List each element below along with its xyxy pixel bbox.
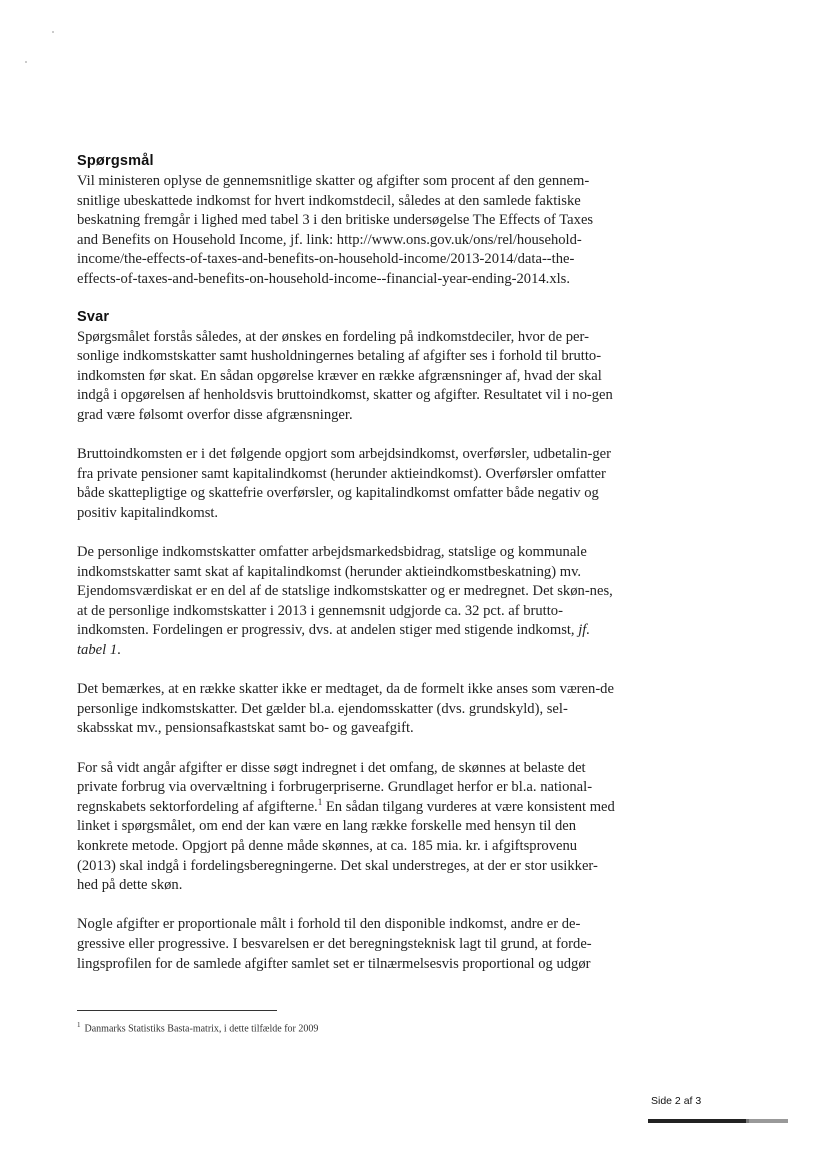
document-barcode (648, 1119, 788, 1123)
table-reference: jf. tabel 1 (77, 622, 590, 659)
paragraph-5-text-b: En sådan tilgang vurderes at være konsistent med linket i spørgsmålet, om end der kan være en lang række forskelle med hensyn til den konkrete metode. Opgjort på denne måde skønnes, at ca. 185 mia. kr. i afgiftsprovenu (2013) skal indgå i fordelingsberegningerne. Det skal understreges, at der er stor usikker-hed på dette skøn. (77, 798, 615, 894)
question-text: Vil ministeren oplyse de gennemsnitlige skatter og afgifter som procent af den gennem-snitlige ubeskattede indkomst for hvert indkomstdecil, således at den samlede faktiske beskatning fremgår i lighed med tabel 3 i den britiske undersøgelse The Effects of Taxes and Benefits on Household Income, jf. link: http://www.ons.gov.uk/ons/rel/household-income/the-effects-of-taxes-and-benefits-on-household-income/2013-2014/data--the-effects-of-taxes-and-benefits-on-household-income--financial-year-ending-2014.xls. (77, 173, 594, 287)
answer-paragraph-3 (77, 543, 617, 661)
paragraph-5-text-a: For så vidt angår afgifter er disse søgt indregnet i det omfang, de skønnes at belaste det private forbrug via overvæltning i forbrugerpriserne. Grundlaget herfor er bl.a. national-regnskabets sektorfordeling af afgifterne. (77, 759, 593, 815)
scan-speck (52, 31, 54, 33)
footnote (77, 1021, 318, 1034)
answer-heading: Svar (77, 308, 110, 325)
answer-paragraph-6: Nogle afgifter er proportionale målt i forhold til den disponible indkomst, andre er de-gressive eller progressive. I besvarelsen er det beregningsteknisk lagt til grund, at forde-lingsprofilen for de samlede afgifter samlet set er tilnærmelsesvis proportional og udgør (77, 916, 592, 972)
answer-paragraph-5 (77, 759, 617, 896)
question-heading: Spørgsmål (77, 153, 154, 169)
paragraph-3-end: . (117, 642, 121, 659)
answer-paragraph-4: Det bemærkes, at en række skatter ikke er medtaget, da de formelt ikke anses som væren-de personlige indkomstskatter. Det gælder bl.a. ejendomsskatter (dvs. grundskyld), sel-skabsskat mv., pensionsafkastskat samt bo- og gaveafgift. (77, 681, 614, 737)
footnote-marker: 1 (77, 1021, 81, 1029)
scan-speck (25, 61, 27, 63)
footnote-divider (77, 1010, 277, 1011)
answer-paragraph-1: Spørgsmålet forstås således, at der ønskes en fordeling på indkomstdeciler, hvor de per-sonlige indkomstskatter samt husholdningernes betaling af afgifter ses i forhold til brutto-indkomsten før skat. En sådan opgørelse kræver en række afgrænsninger af, hvad der skal indgå i opgørelsen af henholdsvis bruttoindkomst, skatter og afgifter. Resultatet vil i no-gen grad være følsomt overfor disse afgrænsninger. (77, 328, 613, 423)
footnote-text: Danmarks Statistiks Basta-matrix, i dette tilfælde for 2009 (84, 1023, 319, 1035)
page-number: Side 2 af 3 (651, 1095, 702, 1107)
paragraph-3-text: De personlige indkomstskatter omfatter arbejdsmarkedsbidrag, statslige og kommunale indkomstskatter samt skat af kapitalindkomst (herunder aktieindkomstbeskatning) mv. Ejendomsværdiskat er en del af de statslige indkomstskatter og er medregnet. Det skøn-nes, at de personlige indkomstskatter i 2013 i gennemsnit udgjorde ca. 32 pct. af brutto-indkomsten. Fordelingen er progressiv, dvs. at andelen stiger med stigende indkomst, (77, 544, 613, 639)
footnote-reference: 1 (317, 796, 323, 807)
document-body (77, 153, 617, 974)
answer-paragraph-2: Bruttoindkomsten er i det følgende opgjort som arbejdsindkomst, overførsler, udbetalin-ger fra private pensioner samt kapitalindkomst (herunder aktieindkomst). Overførsler omfatter både skattepligtige og skattefrie overførsler, og kapitalindkomst omfatter både negativ og positiv kapitalindkomst. (77, 446, 611, 521)
